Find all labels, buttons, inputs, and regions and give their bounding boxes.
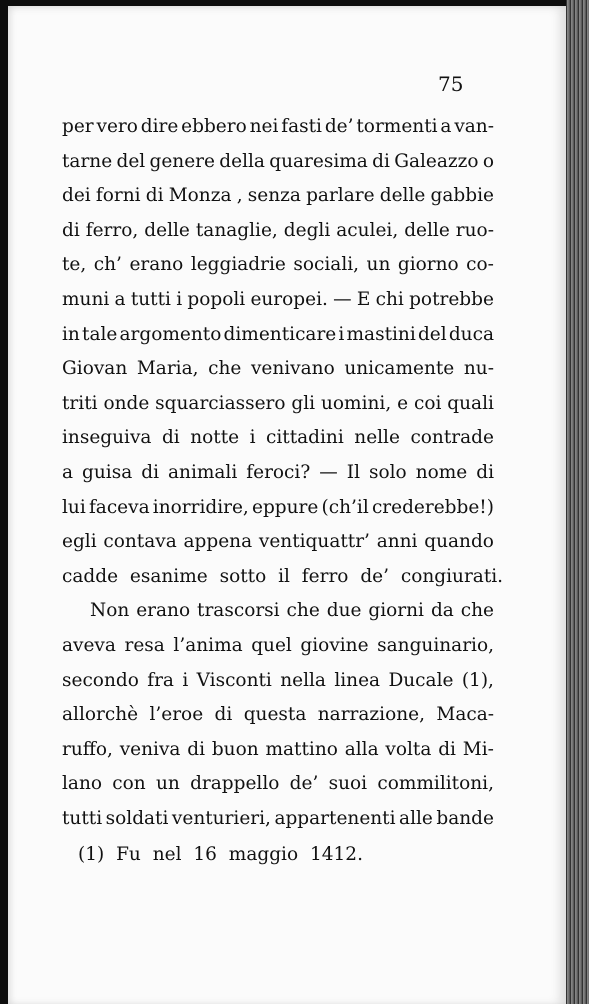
footnote: (1) Fu nel 16 maggio 1412. <box>78 844 363 865</box>
main-text <box>62 110 504 836</box>
text-line: lui faceva inorridire, eppure (ch’il crederebbe!) <box>62 496 494 518</box>
page-number: 75 <box>438 72 464 96</box>
text-line: in tale argomento dimenticare i mastini del duca <box>62 323 494 345</box>
text-line: te, ch’ erano leggiadrie sociali, un giorno co- <box>62 254 494 276</box>
text-line: triti onde squarciassero gli uomini, e coi quali <box>62 392 494 414</box>
text-line: dei forni di Monza , senza parlare delle gabbie <box>62 185 494 207</box>
text-line: ruffo, veniva di buon mattino alla volta di Mi- <box>62 738 494 760</box>
text-line: secondo fra i Visconti nella linea Ducale (1), <box>62 669 494 691</box>
text-line: aveva resa l’anima quel giovine sanguinario, <box>62 634 494 656</box>
text-line: Non erano trascorsi che due giorni da che <box>90 600 494 622</box>
text-line: di ferro, delle tanaglie, degli aculei, delle ruo- <box>62 219 494 241</box>
text-line: inseguiva di notte i cittadini nelle contrade <box>62 427 494 449</box>
text-line: Giovan Maria, che venivano unicamente nu- <box>62 358 494 380</box>
page-sheet <box>8 6 566 1004</box>
book-page-edges <box>566 0 589 1004</box>
text-line: tutti soldati venturieri, appartenenti alle bande <box>62 807 494 829</box>
text-line: per vero dire ebbero nei fasti de’ tormenti a van- <box>62 116 494 137</box>
text-line: cadde esanime sotto il ferro de’ congiurati. <box>62 565 504 587</box>
text-line: muni a tutti i popoli europei. — E chi potrebbe <box>62 288 494 310</box>
text-line: a guisa di animali feroci? — Il solo nome di <box>62 461 494 483</box>
text-line: tarne del genere della quaresima di Galeazzo o <box>62 150 494 172</box>
text-line: egli contava appena ventiquattr’ anni quando <box>62 531 494 553</box>
text-line: allorchè l’eroe di questa narrazione, Maca- <box>62 704 494 726</box>
text-line: lano con un drappello de’ suoi commilitoni, <box>62 773 494 795</box>
